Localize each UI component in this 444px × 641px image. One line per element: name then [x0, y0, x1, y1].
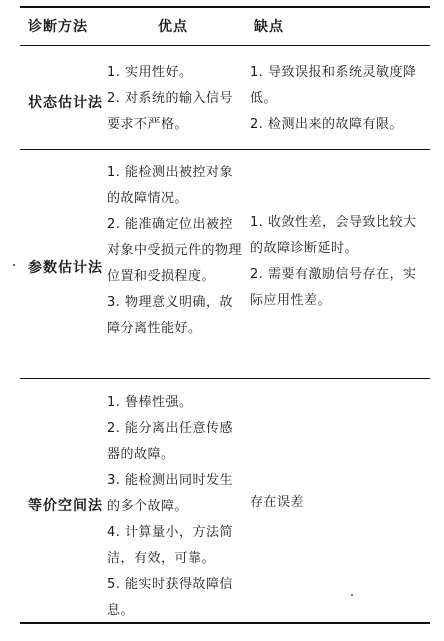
- list-item: 2. 需要有激励信号存在，实际应用性差。: [250, 267, 417, 308]
- list-item: 1. 收敛性差，会导致比较大的故障诊断延时。: [250, 215, 417, 256]
- header-disadvantages: 缺点: [254, 19, 284, 35]
- list-item: 存在误差: [250, 495, 305, 510]
- row-advantages: [107, 160, 242, 342]
- top-rule: [20, 6, 430, 8]
- scan-speck: [351, 594, 353, 596]
- list-item: 1. 实用性好。: [107, 65, 193, 80]
- list-item: 5. 能实时获得故障信息。: [107, 577, 234, 618]
- list-item: 1. 鲁棒性强。: [107, 395, 193, 410]
- list-item: 2. 对系统的输入信号要求不严格。: [107, 91, 234, 132]
- list-item: 4. 计算量小，方法简洁，有效，可靠。: [107, 525, 234, 566]
- row-advantages: [107, 60, 242, 138]
- list-item: 1. 能检测出被控对象的故障情况。: [107, 165, 234, 206]
- scan-speck: [13, 264, 15, 266]
- row-advantages: [107, 390, 242, 624]
- row-method-parameter-estimation: 参数估计法: [28, 260, 103, 276]
- row-disadvantages: [250, 60, 425, 138]
- row-method-state-estimation: 状态估计法: [28, 95, 103, 111]
- list-item: 2. 能准确定位出被控对象中受损元件的物理位置和受损程度。: [107, 217, 243, 284]
- list-item: 3. 物理意义明确，故障分离性能好。: [107, 295, 234, 336]
- list-item: 3. 能检测出同时发生的多个故障。: [107, 473, 234, 514]
- list-item: 1. 导致误报和系统灵敏度降低。: [250, 65, 417, 106]
- list-item: 2. 检测出来的故障有限。: [250, 117, 404, 132]
- header-rule: [20, 45, 430, 46]
- row-method-equivalent-space: 等价空间法: [28, 498, 103, 514]
- list-item: 2. 能分离出任意传感器的故障。: [107, 421, 234, 462]
- row-divider: [20, 378, 430, 379]
- header-method: 诊断方法: [28, 19, 88, 35]
- bottom-rule: [20, 622, 430, 624]
- header-advantages: 优点: [158, 19, 188, 35]
- row-disadvantages: [250, 210, 425, 314]
- row-divider: [20, 149, 430, 150]
- row-disadvantages: [250, 490, 425, 516]
